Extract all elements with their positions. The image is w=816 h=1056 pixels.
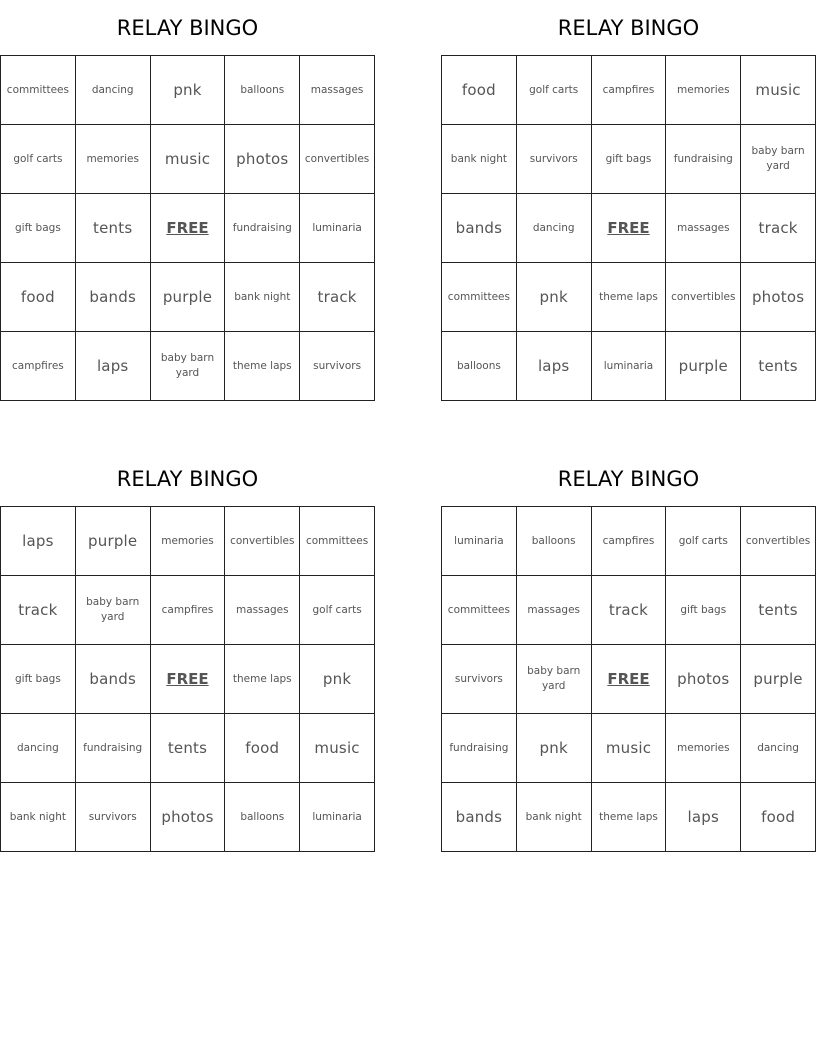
bingo-cell: convertibles [300, 125, 375, 194]
bingo-cell: photos [150, 783, 225, 852]
bingo-cell: baby barn yard [75, 576, 150, 645]
bingo-cell: luminaria [591, 332, 666, 401]
bingo-cell: campfires [1, 332, 76, 401]
bingo-cell: campfires [150, 576, 225, 645]
free-space-cell: FREE [150, 194, 225, 263]
bingo-cell: luminaria [300, 783, 375, 852]
bingo-cell: fundraising [225, 194, 300, 263]
grid-row [442, 714, 816, 783]
grid-row [442, 194, 816, 263]
bingo-grid [441, 55, 816, 401]
bingo-cell: balloons [516, 507, 591, 576]
bingo-grid [0, 55, 375, 401]
bingo-cell: baby barn yard [516, 645, 591, 714]
bingo-cell: purple [150, 263, 225, 332]
grid-row [442, 576, 816, 645]
bingo-cell: tents [741, 332, 816, 401]
bingo-cell: golf carts [666, 507, 741, 576]
bingo-card-2 [441, 0, 816, 401]
grid-row [442, 125, 816, 194]
bingo-cell: theme laps [591, 263, 666, 332]
bingo-cell: theme laps [225, 332, 300, 401]
bingo-cell: campfires [591, 507, 666, 576]
bingo-cell: fundraising [442, 714, 517, 783]
bingo-cell: food [1, 263, 76, 332]
bingo-cell: committees [300, 507, 375, 576]
bingo-card-1 [0, 0, 375, 401]
bingo-cell: laps [516, 332, 591, 401]
bingo-cell: balloons [442, 332, 517, 401]
free-space-cell: FREE [150, 645, 225, 714]
grid-row [442, 263, 816, 332]
card-title: RELAY BINGO [557, 16, 700, 40]
bingo-cell: convertibles [225, 507, 300, 576]
grid-row [442, 645, 816, 714]
bingo-card-3 [0, 451, 375, 852]
bingo-cell: music [150, 125, 225, 194]
bingo-cell: bank night [516, 783, 591, 852]
bingo-cell: track [1, 576, 76, 645]
bingo-cell: golf carts [516, 56, 591, 125]
bingo-cell: music [591, 714, 666, 783]
bingo-cell: bands [75, 263, 150, 332]
grid-row [1, 56, 375, 125]
grid-row [1, 125, 375, 194]
bingo-grid [0, 506, 375, 852]
bingo-cell: massages [300, 56, 375, 125]
bingo-cell: fundraising [666, 125, 741, 194]
grid-row [442, 56, 816, 125]
bingo-cell: bands [442, 194, 517, 263]
bingo-cell: bank night [225, 263, 300, 332]
bingo-grid [441, 506, 816, 852]
grid-row [1, 263, 375, 332]
bingo-cell: track [591, 576, 666, 645]
bingo-cell: campfires [591, 56, 666, 125]
bingo-cell: purple [666, 332, 741, 401]
free-space-cell: FREE [591, 645, 666, 714]
grid-row [1, 645, 375, 714]
bingo-cell: pnk [516, 263, 591, 332]
bingo-cell: massages [666, 194, 741, 263]
bingo-cell: tents [75, 194, 150, 263]
grid-row [1, 576, 375, 645]
grid-row [442, 507, 816, 576]
bingo-cell: pnk [300, 645, 375, 714]
bingo-cell: golf carts [300, 576, 375, 645]
grid-row [1, 507, 375, 576]
bingo-cell: pnk [150, 56, 225, 125]
bingo-cell: fundraising [75, 714, 150, 783]
bingo-cell: golf carts [1, 125, 76, 194]
grid-row [1, 714, 375, 783]
bingo-cell: luminaria [442, 507, 517, 576]
bingo-cell: memories [666, 56, 741, 125]
bingo-cell: bank night [442, 125, 517, 194]
bingo-cell: massages [516, 576, 591, 645]
bingo-cell: committees [1, 56, 76, 125]
bingo-cell: survivors [75, 783, 150, 852]
bingo-cell: balloons [225, 783, 300, 852]
bingo-cell: bands [75, 645, 150, 714]
bingo-cell: food [741, 783, 816, 852]
bingo-cell: tents [150, 714, 225, 783]
bingo-cell: dancing [75, 56, 150, 125]
bingo-cell: tents [741, 576, 816, 645]
bingo-cell: music [300, 714, 375, 783]
bingo-cell: dancing [516, 194, 591, 263]
bingo-cell: gift bags [1, 194, 76, 263]
bingo-cell: balloons [225, 56, 300, 125]
bingo-cell: survivors [442, 645, 517, 714]
bingo-cell: theme laps [225, 645, 300, 714]
bingo-cell: bank night [1, 783, 76, 852]
bingo-cell: luminaria [300, 194, 375, 263]
bingo-cell: gift bags [591, 125, 666, 194]
bingo-cell: food [225, 714, 300, 783]
bingo-cell: music [741, 56, 816, 125]
bingo-cell: food [442, 56, 517, 125]
bingo-cell: purple [741, 645, 816, 714]
grid-row [1, 783, 375, 852]
free-space-cell: FREE [591, 194, 666, 263]
bingo-cell: survivors [300, 332, 375, 401]
bingo-cell: photos [225, 125, 300, 194]
bingo-cell: laps [1, 507, 76, 576]
bingo-cell: memories [150, 507, 225, 576]
bingo-cell: committees [442, 263, 517, 332]
bingo-cell: photos [741, 263, 816, 332]
grid-row [442, 783, 816, 852]
bingo-cell: track [741, 194, 816, 263]
bingo-cell: track [300, 263, 375, 332]
bingo-cell: memories [75, 125, 150, 194]
bingo-cell: convertibles [666, 263, 741, 332]
grid-row [1, 194, 375, 263]
card-title: RELAY BINGO [116, 16, 259, 40]
bingo-cell: convertibles [741, 507, 816, 576]
bingo-cell: photos [666, 645, 741, 714]
bingo-cell: laps [666, 783, 741, 852]
bingo-cell: committees [442, 576, 517, 645]
bingo-cell: gift bags [666, 576, 741, 645]
grid-row [1, 332, 375, 401]
bingo-card-4 [441, 451, 816, 852]
bingo-cell: theme laps [591, 783, 666, 852]
bingo-cell: bands [442, 783, 517, 852]
bingo-cell: baby barn yard [741, 125, 816, 194]
bingo-cell: laps [75, 332, 150, 401]
bingo-cell: purple [75, 507, 150, 576]
bingo-cell: dancing [1, 714, 76, 783]
bingo-cell: gift bags [1, 645, 76, 714]
bingo-cell: pnk [516, 714, 591, 783]
bingo-cell: dancing [741, 714, 816, 783]
bingo-cell: massages [225, 576, 300, 645]
bingo-cell: survivors [516, 125, 591, 194]
grid-row [442, 332, 816, 401]
bingo-cell: memories [666, 714, 741, 783]
card-title: RELAY BINGO [116, 467, 259, 491]
card-title: RELAY BINGO [557, 467, 700, 491]
bingo-cell: baby barn yard [150, 332, 225, 401]
